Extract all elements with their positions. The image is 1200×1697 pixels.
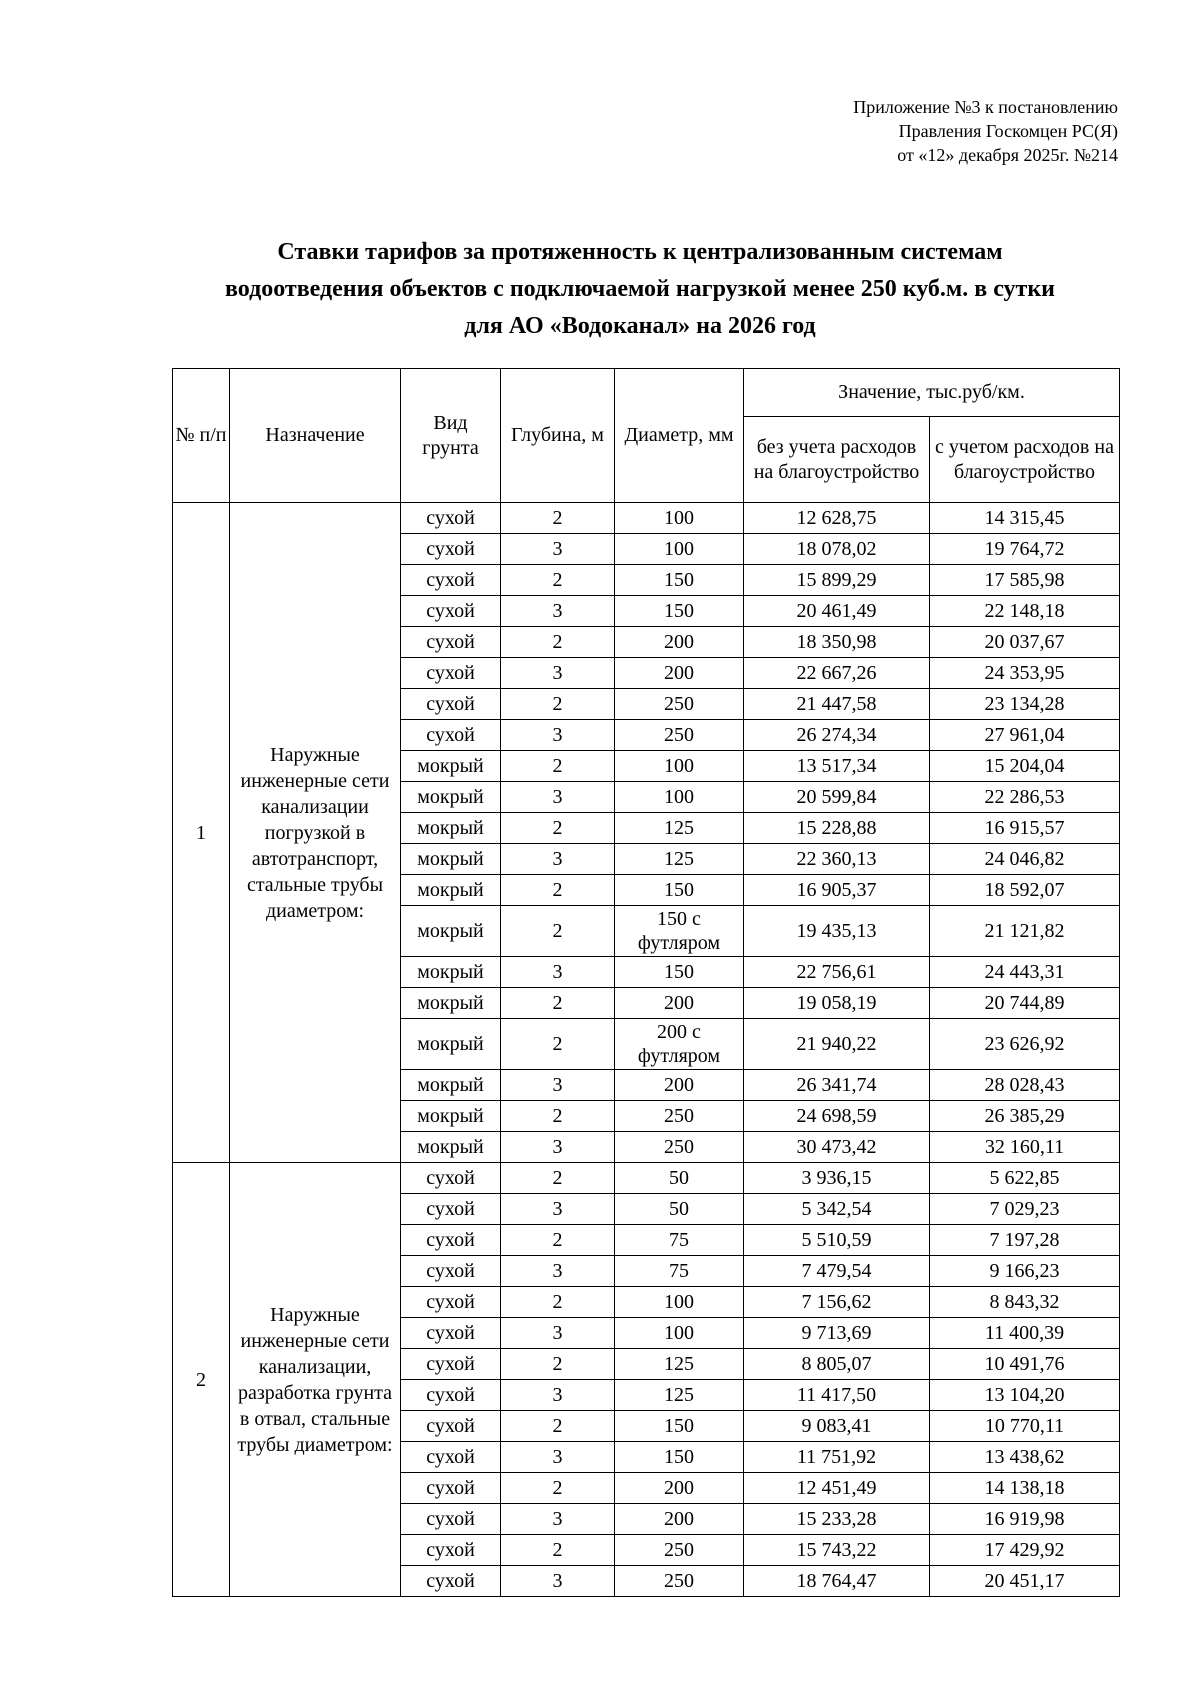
cell-soil-type: сухой [401,503,501,534]
cell-value-without-improvement: 9 713,69 [744,1318,930,1349]
cell-value-with-improvement: 32 160,11 [930,1132,1120,1163]
cell-soil-type: сухой [401,1473,501,1504]
cell-soil-type: мокрый [401,844,501,875]
header-depth: Глубина, м [501,369,615,503]
header-soil-type: Вид грунта [401,369,501,503]
cell-value-with-improvement: 20 451,17 [930,1566,1120,1597]
cell-depth: 2 [501,503,615,534]
cell-diameter: 200 [615,1070,744,1101]
cell-value-without-improvement: 22 667,26 [744,658,930,689]
cell-diameter: 200 [615,627,744,658]
cell-soil-type: сухой [401,1318,501,1349]
cell-depth: 3 [501,1380,615,1411]
document-title-line-2: водоотведения объектов с подключаемой нагрузкой менее 250 куб.м. в сутки [225,276,1055,302]
cell-depth: 2 [501,1535,615,1566]
cell-value-with-improvement: 16 915,57 [930,813,1120,844]
cell-diameter: 150 [615,1442,744,1473]
cell-value-without-improvement: 18 764,47 [744,1566,930,1597]
cell-depth: 2 [501,875,615,906]
document-title [160,234,1120,345]
cell-soil-type: сухой [401,1504,501,1535]
cell-soil-type: мокрый [401,1070,501,1101]
cell-value-with-improvement: 7 029,23 [930,1194,1120,1225]
cell-depth: 2 [501,813,615,844]
cell-value-with-improvement: 17 429,92 [930,1535,1120,1566]
cell-value-with-improvement: 20 744,89 [930,988,1120,1019]
cell-soil-type: сухой [401,1287,501,1318]
cell-value-without-improvement: 19 435,13 [744,906,930,957]
cell-soil-type: сухой [401,534,501,565]
cell-depth: 3 [501,1256,615,1287]
cell-value-without-improvement: 21 940,22 [744,1019,930,1070]
cell-value-without-improvement: 12 628,75 [744,503,930,534]
cell-soil-type: мокрый [401,751,501,782]
cell-soil-type: сухой [401,720,501,751]
cell-soil-type: мокрый [401,1019,501,1070]
appendix-note-line-3: от «12» декабря 2025г. №214 [897,145,1118,165]
cell-diameter: 250 [615,1101,744,1132]
cell-value-without-improvement: 7 156,62 [744,1287,930,1318]
cell-diameter: 200 [615,1473,744,1504]
cell-depth: 3 [501,1504,615,1535]
cell-value-with-improvement: 28 028,43 [930,1070,1120,1101]
cell-value-without-improvement: 24 698,59 [744,1101,930,1132]
cell-depth: 2 [501,1349,615,1380]
cell-diameter: 150 [615,875,744,906]
cell-soil-type: сухой [401,1349,501,1380]
group-purpose: Наружные инженерные сети канализации, разработка грунта в отвал, стальные трубы диаметром: [230,1163,401,1597]
cell-depth: 3 [501,957,615,988]
header-with-improvement: с учетом расходов на благоустройство [930,417,1120,503]
cell-value-with-improvement: 20 037,67 [930,627,1120,658]
cell-value-with-improvement: 15 204,04 [930,751,1120,782]
cell-value-without-improvement: 11 751,92 [744,1442,930,1473]
cell-value-without-improvement: 18 078,02 [744,534,930,565]
cell-diameter: 75 [615,1256,744,1287]
cell-depth: 2 [501,1473,615,1504]
cell-diameter: 125 [615,1380,744,1411]
cell-value-with-improvement: 10 491,76 [930,1349,1120,1380]
header-without-improvement: без учета расходов на благоустройство [744,417,930,503]
cell-value-with-improvement: 13 104,20 [930,1380,1120,1411]
cell-value-without-improvement: 18 350,98 [744,627,930,658]
table-header [173,369,1120,503]
cell-value-without-improvement: 5 510,59 [744,1225,930,1256]
cell-value-with-improvement: 17 585,98 [930,565,1120,596]
cell-value-without-improvement: 15 743,22 [744,1535,930,1566]
cell-diameter: 100 [615,534,744,565]
cell-value-with-improvement: 27 961,04 [930,720,1120,751]
cell-diameter: 100 [615,1287,744,1318]
cell-value-without-improvement: 8 805,07 [744,1349,930,1380]
cell-diameter: 50 [615,1163,744,1194]
cell-soil-type: сухой [401,1566,501,1597]
cell-depth: 2 [501,627,615,658]
cell-soil-type: мокрый [401,906,501,957]
cell-value-with-improvement: 13 438,62 [930,1442,1120,1473]
group-purpose: Наружные инженерные сети канализации погрузкой в автотранспорт, стальные трубы диаметром: [230,503,401,1163]
cell-value-without-improvement: 26 274,34 [744,720,930,751]
cell-soil-type: сухой [401,1194,501,1225]
cell-value-with-improvement: 22 148,18 [930,596,1120,627]
cell-value-without-improvement: 3 936,15 [744,1163,930,1194]
cell-depth: 3 [501,720,615,751]
cell-diameter: 150 [615,565,744,596]
cell-soil-type: мокрый [401,957,501,988]
cell-value-with-improvement: 8 843,32 [930,1287,1120,1318]
cell-diameter: 100 [615,782,744,813]
cell-depth: 3 [501,658,615,689]
tariff-table [172,368,1120,1597]
cell-depth: 2 [501,1019,615,1070]
cell-value-without-improvement: 20 599,84 [744,782,930,813]
cell-diameter: 250 [615,689,744,720]
cell-value-with-improvement: 22 286,53 [930,782,1120,813]
document-title-line-3: для АО «Водоканал» на 2026 год [464,313,816,339]
cell-depth: 3 [501,1318,615,1349]
cell-depth: 2 [501,565,615,596]
cell-diameter: 150 [615,957,744,988]
cell-diameter: 125 [615,1349,744,1380]
cell-diameter: 250 [615,1535,744,1566]
cell-value-with-improvement: 26 385,29 [930,1101,1120,1132]
cell-depth: 3 [501,844,615,875]
cell-value-with-improvement: 9 166,23 [930,1256,1120,1287]
cell-soil-type: сухой [401,1535,501,1566]
cell-diameter: 125 [615,813,744,844]
cell-value-with-improvement: 24 353,95 [930,658,1120,689]
cell-soil-type: мокрый [401,782,501,813]
cell-value-with-improvement: 18 592,07 [930,875,1120,906]
cell-diameter: 100 [615,751,744,782]
document-title-line-1: Ставки тарифов за протяженность к централизованным системам [277,239,1003,265]
table-row [173,1163,1120,1194]
cell-diameter: 250 [615,1566,744,1597]
cell-value-with-improvement: 24 443,31 [930,957,1120,988]
cell-value-with-improvement: 7 197,28 [930,1225,1120,1256]
cell-value-with-improvement: 11 400,39 [930,1318,1120,1349]
cell-diameter: 150 [615,1411,744,1442]
cell-value-without-improvement: 11 417,50 [744,1380,930,1411]
cell-depth: 2 [501,988,615,1019]
group-number: 1 [173,503,230,1163]
cell-diameter: 150 с футляром [615,906,744,957]
table-body [173,503,1120,1597]
cell-value-without-improvement: 7 479,54 [744,1256,930,1287]
table-row [173,503,1120,534]
cell-diameter: 150 [615,596,744,627]
header-purpose: Назначение [230,369,401,503]
cell-value-without-improvement: 15 233,28 [744,1504,930,1535]
cell-value-with-improvement: 10 770,11 [930,1411,1120,1442]
cell-depth: 3 [501,534,615,565]
cell-depth: 3 [501,782,615,813]
cell-value-without-improvement: 15 228,88 [744,813,930,844]
cell-soil-type: мокрый [401,875,501,906]
cell-diameter: 50 [615,1194,744,1225]
cell-value-without-improvement: 5 342,54 [744,1194,930,1225]
cell-value-with-improvement: 24 046,82 [930,844,1120,875]
cell-value-with-improvement: 14 138,18 [930,1473,1120,1504]
cell-diameter: 200 [615,988,744,1019]
cell-value-without-improvement: 15 899,29 [744,565,930,596]
cell-value-with-improvement: 16 919,98 [930,1504,1120,1535]
cell-depth: 2 [501,1163,615,1194]
cell-value-without-improvement: 21 447,58 [744,689,930,720]
cell-depth: 3 [501,1442,615,1473]
cell-soil-type: сухой [401,596,501,627]
cell-diameter: 75 [615,1225,744,1256]
header-value-group: Значение, тыс.руб/км. [744,369,1120,417]
appendix-note [853,95,1118,167]
cell-soil-type: сухой [401,565,501,596]
cell-soil-type: мокрый [401,1101,501,1132]
cell-value-with-improvement: 5 622,85 [930,1163,1120,1194]
cell-soil-type: мокрый [401,988,501,1019]
cell-soil-type: сухой [401,1442,501,1473]
header-diameter: Диаметр, мм [615,369,744,503]
cell-depth: 3 [501,1132,615,1163]
cell-depth: 2 [501,1287,615,1318]
cell-depth: 3 [501,1070,615,1101]
cell-value-with-improvement: 23 134,28 [930,689,1120,720]
cell-soil-type: мокрый [401,1132,501,1163]
cell-diameter: 200 с футляром [615,1019,744,1070]
cell-soil-type: сухой [401,658,501,689]
appendix-note-line-1: Приложение №3 к постановлению [853,97,1118,117]
cell-value-with-improvement: 21 121,82 [930,906,1120,957]
cell-value-without-improvement: 26 341,74 [744,1070,930,1101]
cell-diameter: 200 [615,658,744,689]
cell-value-without-improvement: 12 451,49 [744,1473,930,1504]
cell-value-with-improvement: 19 764,72 [930,534,1120,565]
cell-depth: 3 [501,1194,615,1225]
cell-value-with-improvement: 14 315,45 [930,503,1120,534]
cell-depth: 2 [501,1411,615,1442]
appendix-note-line-2: Правления Госкомцен РС(Я) [898,121,1118,141]
cell-depth: 2 [501,1225,615,1256]
cell-soil-type: сухой [401,1380,501,1411]
cell-value-without-improvement: 22 360,13 [744,844,930,875]
cell-depth: 2 [501,906,615,957]
cell-value-without-improvement: 9 083,41 [744,1411,930,1442]
cell-value-without-improvement: 30 473,42 [744,1132,930,1163]
cell-depth: 2 [501,1101,615,1132]
header-number: № п/п [173,369,230,503]
cell-soil-type: сухой [401,1411,501,1442]
cell-soil-type: сухой [401,1163,501,1194]
cell-depth: 2 [501,751,615,782]
cell-value-without-improvement: 13 517,34 [744,751,930,782]
cell-soil-type: сухой [401,689,501,720]
cell-diameter: 200 [615,1504,744,1535]
cell-diameter: 250 [615,1132,744,1163]
cell-value-without-improvement: 20 461,49 [744,596,930,627]
cell-diameter: 100 [615,1318,744,1349]
cell-depth: 2 [501,689,615,720]
group-number: 2 [173,1163,230,1597]
cell-diameter: 125 [615,844,744,875]
cell-depth: 3 [501,1566,615,1597]
cell-soil-type: сухой [401,1225,501,1256]
cell-value-without-improvement: 16 905,37 [744,875,930,906]
cell-diameter: 100 [615,503,744,534]
cell-value-without-improvement: 22 756,61 [744,957,930,988]
cell-depth: 3 [501,596,615,627]
cell-value-without-improvement: 19 058,19 [744,988,930,1019]
cell-soil-type: сухой [401,627,501,658]
cell-value-with-improvement: 23 626,92 [930,1019,1120,1070]
cell-soil-type: сухой [401,1256,501,1287]
cell-diameter: 250 [615,720,744,751]
cell-soil-type: мокрый [401,813,501,844]
